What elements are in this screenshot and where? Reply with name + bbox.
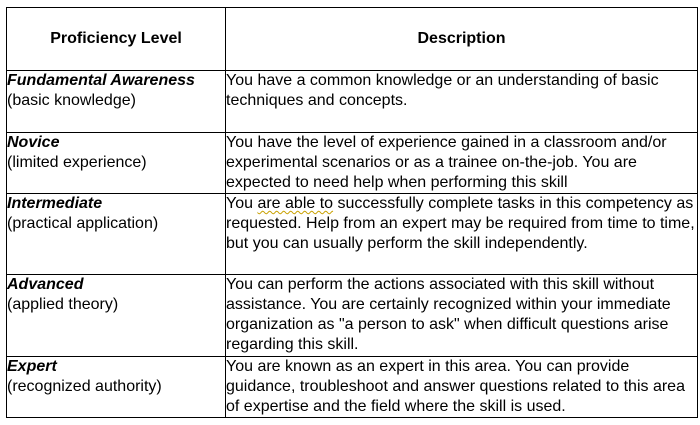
level-name: Intermediate: [7, 195, 103, 212]
level-subtitle: (applied theory): [7, 296, 119, 313]
level-cell: [7, 133, 226, 194]
level-subtitle: (limited experience): [7, 154, 147, 171]
level-name: Advanced: [7, 276, 84, 293]
level-cell: [7, 357, 226, 418]
level-name: Fundamental Awareness: [7, 72, 195, 89]
level-subtitle: (recognized authority): [7, 378, 162, 395]
level-cell: [7, 194, 226, 275]
level-name: Expert: [7, 358, 57, 375]
description-text: successfully complete tasks in this competency as requested. Help from an expert may be required from time to time, but you can usually perform the skill independently.: [226, 195, 695, 252]
description-cell: You have the level of experience gained in a classroom and/or experimental scenarios or as a trainee on-the-job. You are expected to need help when performing this skill: [226, 133, 698, 194]
table-header-row: [7, 8, 698, 71]
header-description: Description: [226, 8, 698, 71]
level-subtitle: (basic knowledge): [7, 92, 136, 109]
level-name: Novice: [7, 134, 60, 151]
description-cell: [226, 194, 698, 275]
description-text: You: [226, 195, 258, 212]
description-cell: You are known as an expert in this area. You can provide guidance, troubleshoot and answer questions related to this area of expertise and the field where the skill is used.: [226, 357, 698, 418]
level-cell: [7, 275, 226, 357]
table-row: [7, 357, 698, 418]
table-row: [7, 275, 698, 357]
level-subtitle: (practical application): [7, 215, 159, 232]
table-row: [7, 133, 698, 194]
description-cell: You can perform the actions associated with this skill without assistance. You are certainly recognized within your immediate organization as "a person to ask" when difficult questions arise regarding this skill.: [226, 275, 698, 357]
description-cell: You have a common knowledge or an understanding of basic techniques and concepts.: [226, 71, 698, 133]
table-row: [7, 194, 698, 275]
level-cell: [7, 71, 226, 133]
header-proficiency-level: Proficiency Level: [7, 8, 226, 71]
proficiency-table: [6, 7, 698, 418]
grammar-flagged-text[interactable]: are able to: [257, 195, 334, 212]
table-row: [7, 71, 698, 133]
